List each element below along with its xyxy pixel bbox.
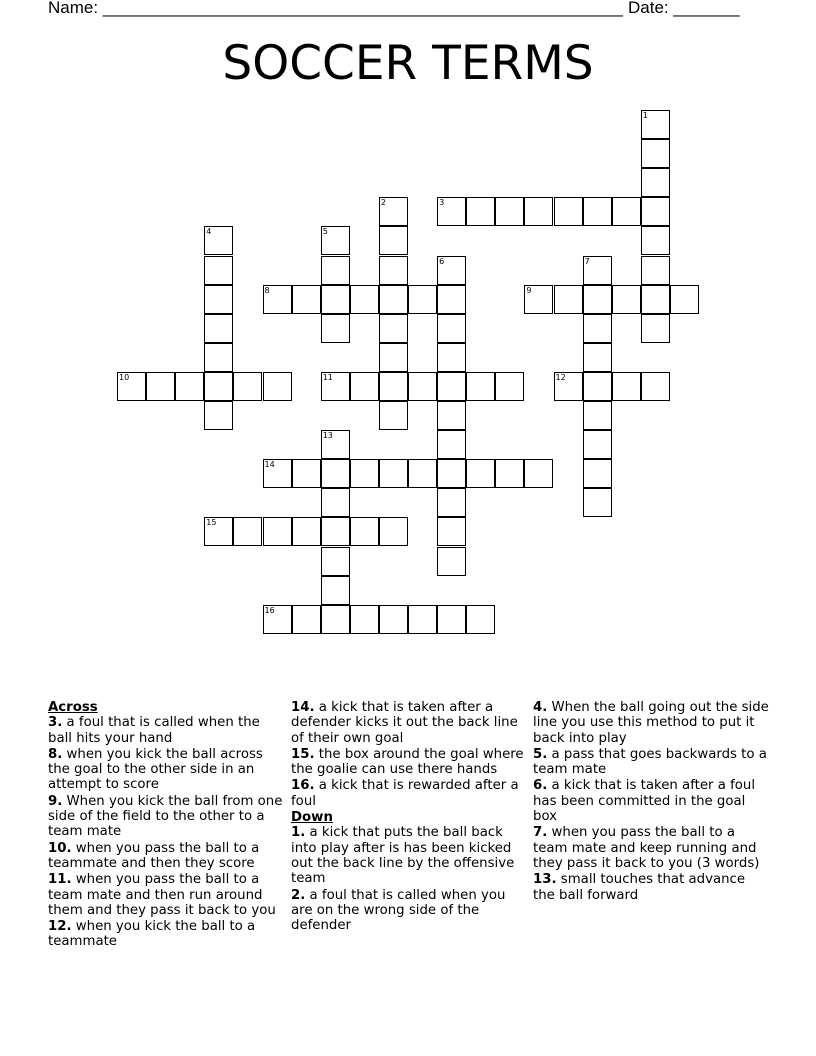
grid-cell[interactable] — [350, 517, 379, 546]
clue-item-text: a kick that is rewarded after a foul — [291, 778, 519, 809]
clue-number: 9 — [526, 285, 532, 295]
clue-item-text: a kick that is taken after a defender kicks it out the back line of their own goal — [291, 700, 518, 746]
grid-cell[interactable] — [350, 372, 379, 401]
clue-item-number: 12. — [48, 919, 72, 935]
grid-cell[interactable] — [292, 285, 321, 314]
grid-cell[interactable] — [612, 372, 641, 401]
grid-cell[interactable] — [583, 430, 612, 459]
grid-cell[interactable] — [641, 168, 670, 197]
grid-cell[interactable] — [263, 605, 292, 634]
clue-item-number: 6. — [533, 778, 548, 794]
grid-cell[interactable] — [379, 314, 408, 343]
grid-cell[interactable] — [408, 605, 437, 634]
grid-cell[interactable] — [321, 226, 350, 255]
grid-cell[interactable] — [641, 372, 670, 401]
grid-cell[interactable] — [437, 372, 466, 401]
clue-item — [291, 747, 527, 778]
grid-cell[interactable] — [146, 372, 175, 401]
grid-cell[interactable] — [204, 314, 233, 343]
clue-item-number: 13. — [533, 872, 557, 888]
clue-number: 4 — [206, 227, 212, 237]
clue-number: 12 — [555, 372, 566, 382]
grid-cell[interactable] — [466, 372, 495, 401]
grid-cell[interactable] — [379, 285, 408, 314]
grid-cell[interactable] — [554, 372, 583, 401]
grid-cell[interactable] — [641, 256, 670, 285]
grid-cell[interactable] — [379, 197, 408, 226]
grid-cell[interactable] — [321, 576, 350, 605]
clue-item-number: 8. — [48, 746, 63, 762]
clue-item-number: 4. — [533, 700, 548, 715]
clue-number: 6 — [439, 256, 445, 266]
grid-cell[interactable] — [524, 285, 553, 314]
clue-item — [48, 841, 284, 872]
grid-cell[interactable] — [524, 459, 553, 488]
grid-cell[interactable] — [233, 372, 262, 401]
clue-number: 7 — [584, 256, 590, 266]
grid-cell[interactable] — [670, 285, 699, 314]
grid-cell[interactable] — [321, 314, 350, 343]
grid-cell[interactable] — [583, 256, 612, 285]
grid-cell[interactable] — [204, 401, 233, 430]
clue-item-text: when you pass the ball to a teammate and then they score — [48, 840, 260, 871]
clue-item-number: 7. — [533, 825, 548, 841]
grid-cell[interactable] — [321, 459, 350, 488]
grid-cell[interactable] — [641, 110, 670, 139]
grid-cell[interactable] — [204, 517, 233, 546]
clue-item-text: when you pass the ball to a team mate and keep running and they pass it back to you (3 words) — [533, 825, 760, 871]
grid-cell[interactable] — [641, 226, 670, 255]
grid-cell[interactable] — [524, 197, 553, 226]
clue-item — [533, 700, 769, 746]
clue-item — [533, 872, 769, 903]
grid-cell[interactable] — [495, 372, 524, 401]
clue-item-number: 2. — [291, 887, 306, 903]
clue-item-text: When you kick the ball from one side of the field to the other to a team mate — [48, 793, 283, 840]
clue-item-number: 14. — [291, 700, 315, 715]
grid-cell[interactable] — [554, 285, 583, 314]
clue-item-number: 16. — [291, 778, 315, 794]
clue-item-text: small touches that advance the ball forward — [533, 872, 746, 903]
grid-cell[interactable] — [204, 256, 233, 285]
grid-cell[interactable] — [554, 197, 583, 226]
grid-cell[interactable] — [612, 285, 641, 314]
clue-item-number: 15. — [291, 746, 315, 762]
clue-item-text: a kick that is taken after a foul has been committed in the goal box — [533, 778, 756, 825]
clue-item-text: a kick that puts the ball back into play after is has been kicked out the back line by the offensive team — [291, 825, 515, 887]
clue-item — [48, 715, 284, 746]
clue-number: 2 — [380, 198, 386, 208]
grid-cell[interactable] — [204, 372, 233, 401]
grid-cell[interactable] — [321, 285, 350, 314]
grid-cell[interactable] — [321, 547, 350, 576]
grid-cell[interactable] — [495, 197, 524, 226]
grid-cell[interactable] — [321, 430, 350, 459]
grid-cell[interactable] — [379, 372, 408, 401]
clue-item — [48, 872, 284, 918]
clue-item-number: 11. — [48, 872, 72, 888]
clue-number: 16 — [264, 605, 275, 615]
grid-cell[interactable] — [437, 459, 466, 488]
clues-heading-across: Across — [48, 700, 98, 715]
clue-item-text: a foul that is called when the ball hits your hand — [48, 715, 260, 746]
clues-column-2 — [291, 700, 527, 934]
grid-cell[interactable] — [437, 197, 466, 226]
clue-item — [533, 825, 769, 871]
grid-cell[interactable] — [466, 605, 495, 634]
clue-item-number: 10. — [48, 840, 72, 856]
grid-cell[interactable] — [641, 314, 670, 343]
grid-cell[interactable] — [437, 401, 466, 430]
clue-item-text: When the ball going out the side line you use this method to put it back into play — [533, 700, 769, 746]
grid-cell[interactable] — [408, 459, 437, 488]
grid-cell[interactable] — [495, 459, 524, 488]
grid-cell[interactable] — [612, 197, 641, 226]
grid-cell[interactable] — [583, 459, 612, 488]
grid-cell[interactable] — [583, 314, 612, 343]
clue-number: 8 — [264, 285, 270, 295]
grid-cell[interactable] — [321, 256, 350, 285]
clue-item — [48, 794, 284, 840]
clues-heading-down: Down — [291, 810, 333, 826]
grid-cell[interactable] — [437, 343, 466, 372]
grid-cell[interactable] — [583, 401, 612, 430]
grid-cell[interactable] — [321, 605, 350, 634]
grid-cell[interactable] — [379, 605, 408, 634]
clue-item — [291, 825, 527, 886]
grid-cell[interactable] — [263, 517, 292, 546]
grid-cell[interactable] — [408, 372, 437, 401]
clue-item-text: the box around the goal where the goalie can use there hands — [291, 746, 524, 778]
grid-cell[interactable] — [321, 517, 350, 546]
clue-number: 14 — [264, 460, 275, 470]
clue-item-number: 5. — [533, 746, 548, 762]
grid-cell[interactable] — [437, 605, 466, 634]
clue-item-text: a pass that goes backwards to a team mate — [533, 746, 767, 778]
grid-cell[interactable] — [263, 285, 292, 314]
clue-item — [291, 778, 527, 809]
grid-cell[interactable] — [233, 517, 262, 546]
grid-cell[interactable] — [263, 372, 292, 401]
clue-item-number: 3. — [48, 715, 63, 731]
grid-cell[interactable] — [292, 517, 321, 546]
clue-item-text: when you pass the ball to a team mate and then run around them and they pass it back to you — [48, 872, 276, 918]
grid-cell[interactable] — [466, 197, 495, 226]
clue-number: 13 — [322, 431, 333, 441]
clue-number: 3 — [439, 198, 445, 208]
grid-cell[interactable] — [437, 517, 466, 546]
clue-number: 10 — [119, 372, 130, 382]
grid-cell[interactable] — [583, 285, 612, 314]
clues-column-3 — [533, 700, 769, 904]
date-line[interactable]: Date: _______ — [628, 0, 740, 17]
grid-cell[interactable] — [583, 488, 612, 517]
grid-cell[interactable] — [321, 488, 350, 517]
grid-cell[interactable] — [379, 343, 408, 372]
grid-cell[interactable] — [583, 343, 612, 372]
grid-cell[interactable] — [583, 197, 612, 226]
grid-cell[interactable] — [379, 401, 408, 430]
grid-cell[interactable] — [437, 256, 466, 285]
grid-cell[interactable] — [437, 547, 466, 576]
grid-cell[interactable] — [350, 459, 379, 488]
clue-item-text: when you kick the ball across the goal to the other side in an attempt to score — [48, 746, 263, 793]
grid-cell[interactable] — [466, 459, 495, 488]
clues-column-1 — [48, 700, 284, 951]
grid-cell[interactable] — [379, 226, 408, 255]
grid-cell[interactable] — [437, 314, 466, 343]
clue-number: 11 — [322, 372, 333, 382]
clue-item-number: 9. — [48, 793, 63, 809]
grid-cell[interactable] — [437, 285, 466, 314]
clue-item — [48, 919, 284, 950]
clue-item — [291, 700, 527, 746]
grid-cell[interactable] — [583, 372, 612, 401]
grid-cell[interactable] — [292, 459, 321, 488]
grid-cell[interactable] — [641, 139, 670, 168]
grid-cell[interactable] — [379, 517, 408, 546]
grid-cell[interactable] — [379, 256, 408, 285]
clue-number: 15 — [206, 518, 217, 528]
clue-item — [533, 747, 769, 778]
name-line[interactable]: Name: _______________________________________________________ — [48, 0, 623, 17]
clue-number: 1 — [642, 111, 648, 120]
clue-item — [533, 778, 769, 824]
grid-cell[interactable] — [204, 226, 233, 255]
grid-cell[interactable] — [437, 430, 466, 459]
grid-cell[interactable] — [350, 605, 379, 634]
clue-item-number: 1. — [291, 825, 306, 841]
clue-item — [291, 888, 527, 934]
grid-cell[interactable] — [437, 488, 466, 517]
grid-cell[interactable] — [641, 197, 670, 226]
grid-cell[interactable] — [350, 285, 379, 314]
grid-cell[interactable] — [292, 605, 321, 634]
grid-cell[interactable] — [321, 372, 350, 401]
clue-number: 5 — [322, 227, 328, 237]
grid-cell[interactable] — [175, 372, 204, 401]
grid-cell[interactable] — [204, 285, 233, 314]
page-title: SOCCER TERMS — [222, 36, 594, 91]
grid-cell[interactable] — [408, 285, 437, 314]
clue-item-text: when you kick the ball to a teammate — [48, 919, 256, 950]
clue-item — [48, 747, 284, 793]
grid-cell[interactable] — [204, 343, 233, 372]
clue-item-text: a foul that is called when you are on the wrong side of the defender — [291, 887, 506, 934]
grid-cell[interactable] — [117, 372, 146, 401]
grid-cell[interactable] — [641, 285, 670, 314]
grid-cell[interactable] — [379, 459, 408, 488]
grid-cell[interactable] — [263, 459, 292, 488]
